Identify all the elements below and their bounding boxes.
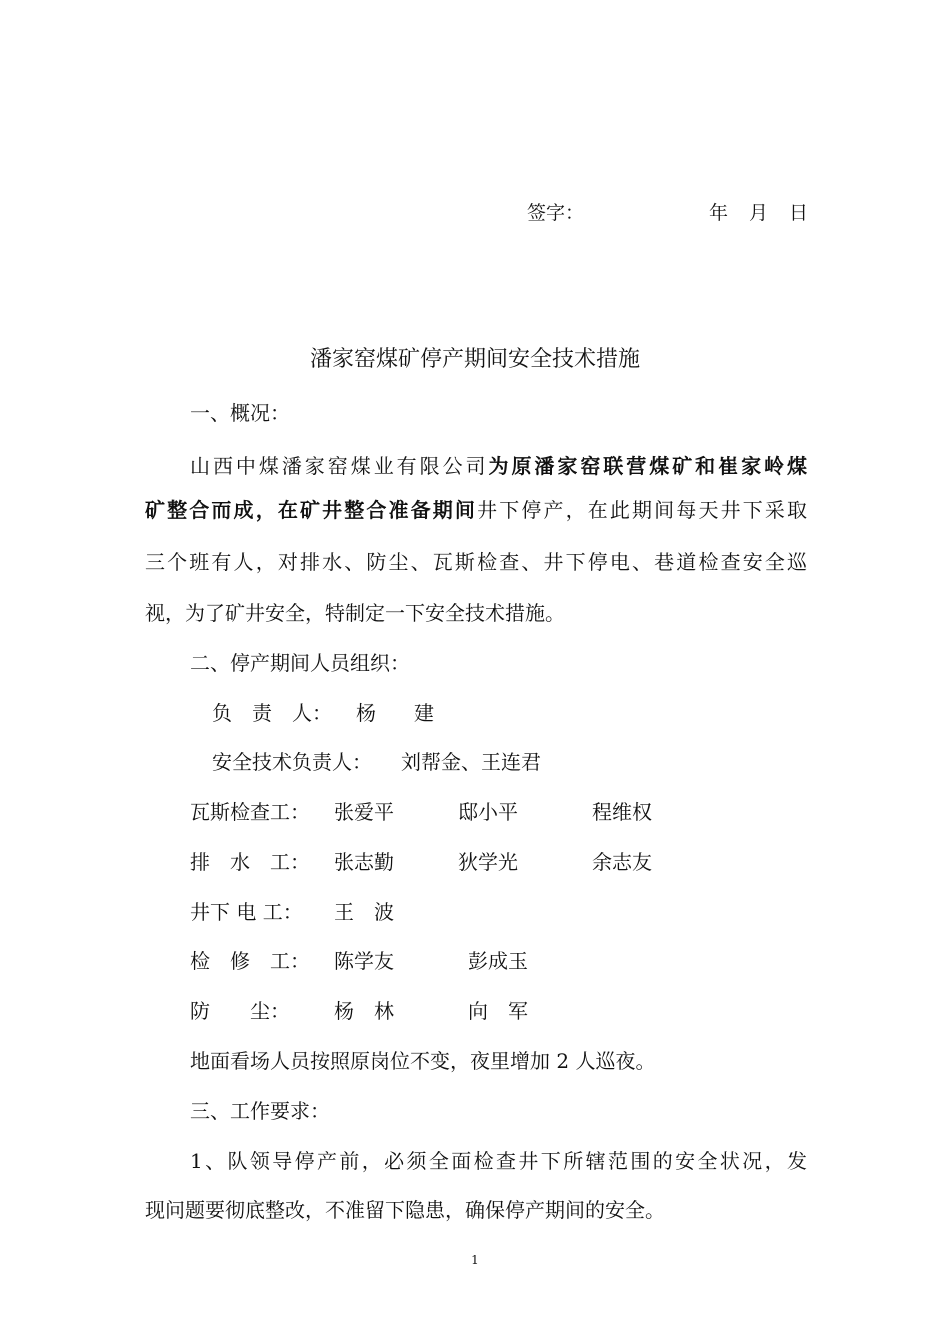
section1-paragraph-line4: 视，为了矿井安全，特制定一下安全技术措施。 xyxy=(145,601,565,625)
signature-day: 日 xyxy=(789,202,809,224)
section1-line2-bold: 矿整合而成，在矿井整合准备期间 xyxy=(145,498,478,522)
electrician-name-1: 王 波 xyxy=(334,900,394,924)
section1-paragraph-line3: 三个班有人，对排水、防尘、瓦斯检查、井下停电、巷道检查安全巡 xyxy=(145,550,807,574)
electrician-label: 井下 电 工： xyxy=(190,900,303,924)
ground-staff-note: 地面看场人员按照原岗位不变，夜里增加 2 人巡夜。 xyxy=(190,1049,656,1073)
section2-heading: 二、停产期间人员组织： xyxy=(190,651,410,675)
signature-year: 年 xyxy=(709,202,729,224)
section1-heading: 一、概况： xyxy=(190,401,290,425)
dust-name-1: 杨 林 xyxy=(334,999,394,1023)
section1-paragraph-line2 xyxy=(145,494,807,523)
leader-name-part1: 杨 xyxy=(356,701,376,725)
section3-item1-line1: 1、队领导停产前，必须全面检查井下所辖范围的安全状况，发 xyxy=(190,1149,807,1173)
section3-item1-line2: 现问题要彻底整改，不准留下隐患，确保停产期间的安全。 xyxy=(145,1198,665,1222)
page-number: 1 xyxy=(471,1253,479,1267)
document-title: 潘家窑煤矿停产期间安全技术措施 xyxy=(309,347,640,372)
section1-paragraph-line1 xyxy=(190,450,807,479)
section1-line1-normal: 山西中煤潘家窑煤业有限公司 xyxy=(190,454,489,478)
tech-leader-names: 刘帮金、王连君 xyxy=(401,750,541,774)
signature-label: 签字： xyxy=(527,202,585,224)
gas-inspector-name-3: 程维权 xyxy=(592,800,652,824)
maintenance-name-1: 陈学友 xyxy=(334,949,394,973)
maintenance-label: 检 修 工： xyxy=(190,949,310,973)
maintenance-name-2: 彭成玉 xyxy=(468,949,528,973)
drainage-label: 排 水 工： xyxy=(190,850,310,874)
gas-inspector-name-1: 张爱平 xyxy=(334,800,394,824)
drainage-name-1: 张志勤 xyxy=(334,850,394,874)
signature-month: 月 xyxy=(749,202,769,224)
drainage-name-3: 余志友 xyxy=(592,850,652,874)
leader-name-part2: 建 xyxy=(414,701,434,725)
dust-name-2: 向 军 xyxy=(468,999,528,1023)
drainage-name-2: 狄学光 xyxy=(458,850,518,874)
gas-inspector-name-2: 邸小平 xyxy=(458,800,518,824)
section1-line1-bold: 为原潘家窑联营煤矿和崔家岭煤 xyxy=(488,454,807,478)
section3-heading: 三、工作要求： xyxy=(190,1099,330,1123)
section1-line2-normal: 井下停产，在此期间每天井下采取 xyxy=(477,498,808,522)
tech-leader-label: 安全技术负责人： xyxy=(212,750,372,774)
gas-inspector-label: 瓦斯检查工： xyxy=(190,800,310,824)
leader-label: 负 责 人： xyxy=(212,701,332,725)
dust-label: 防 尘： xyxy=(190,999,290,1023)
